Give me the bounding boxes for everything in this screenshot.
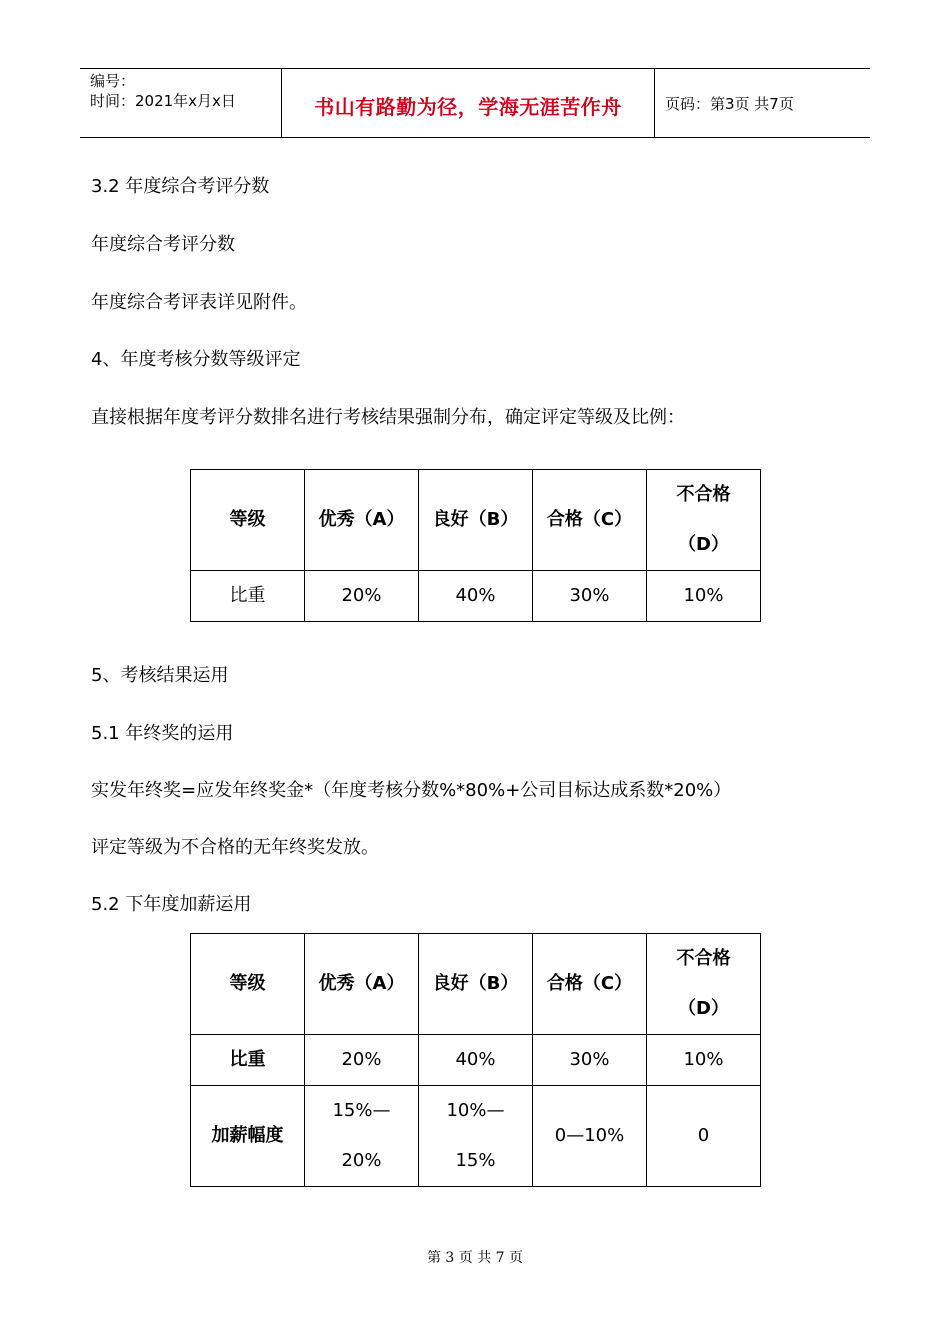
table-row (191, 1086, 761, 1187)
table-cell (305, 1086, 419, 1187)
code-label: 编号： (90, 72, 136, 90)
page-footer: 第 3 页 共 7 页 (426, 1250, 524, 1266)
table-header-cell: 良好（B） (419, 470, 533, 571)
table-header-cell: 良好（B） (419, 934, 533, 1035)
formula-paragraph: 实发年终奖=应发年终奖金*（年度考核分数%*80%+公司目标达成系数*20%） (91, 780, 732, 801)
table-header-cell: 等级 (191, 934, 305, 1035)
header-line: （D） (678, 534, 729, 555)
table-header-row (191, 934, 761, 1035)
date-line: 时间：2021年x月x日 (90, 92, 236, 110)
table-header-cell: 合格（C） (533, 934, 647, 1035)
table-cell (419, 1086, 533, 1187)
table-cell: 20% (305, 571, 419, 622)
header-line: 不合格 (676, 948, 731, 969)
section-heading-5-2: 5.2 下年度加薪运用 (91, 894, 252, 915)
table-cell: 0—10% (533, 1086, 647, 1187)
table-header-cell (647, 470, 761, 571)
table-cell: 40% (419, 1035, 533, 1086)
table-header-cell: 优秀（A） (305, 470, 419, 571)
table-header-cell: 等级 (191, 470, 305, 571)
table-header-row (191, 470, 761, 571)
section-heading-5-1: 5.1 年终奖的运用 (91, 723, 234, 744)
cell-line: 10%— (446, 1100, 505, 1121)
table-header-cell: 优秀（A） (305, 934, 419, 1035)
cell-line: 15% (455, 1150, 496, 1171)
cell-line: 20% (341, 1150, 382, 1171)
table-cell: 20% (305, 1035, 419, 1086)
table-cell: 40% (419, 571, 533, 622)
section-heading-5: 5、考核结果运用 (91, 665, 229, 686)
header-line: 不合格 (676, 484, 731, 505)
table-cell: 30% (533, 571, 647, 622)
header-page-info: 页码：第3页 共7页 (665, 95, 794, 113)
table-cell: 30% (533, 1035, 647, 1086)
header-divider (654, 69, 655, 137)
table-row (191, 571, 761, 622)
paragraph: 直接根据年度考评分数排名进行考核结果强制分布，确定评定等级及比例： (91, 407, 685, 428)
header-motto: 书山有路勤为径，学海无涯苦作舟 (314, 95, 622, 119)
cell-line: 15%— (332, 1100, 391, 1121)
table-cell: 10% (647, 571, 761, 622)
paragraph: 年度综合考评表详见附件。 (91, 292, 307, 313)
paragraph: 年度综合考评分数 (91, 234, 235, 255)
table-cell: 比重 (191, 571, 305, 622)
salary-raise-table (190, 933, 761, 1187)
section-heading-3-2: 3.2 年度综合考评分数 (91, 176, 270, 197)
header-meta (90, 71, 236, 111)
table-row-label: 加薪幅度 (191, 1086, 305, 1187)
table-row-label: 比重 (191, 1035, 305, 1086)
table-header-cell (647, 934, 761, 1035)
paragraph: 评定等级为不合格的无年终奖发放。 (91, 837, 379, 858)
document-header (80, 68, 870, 138)
grade-distribution-table (190, 469, 761, 622)
table-header-cell: 合格（C） (533, 470, 647, 571)
table-cell: 10% (647, 1035, 761, 1086)
section-heading-4: 4、年度考核分数等级评定 (91, 349, 301, 370)
table-cell: 0 (647, 1086, 761, 1187)
header-line: （D） (678, 998, 729, 1019)
table-row (191, 1035, 761, 1086)
